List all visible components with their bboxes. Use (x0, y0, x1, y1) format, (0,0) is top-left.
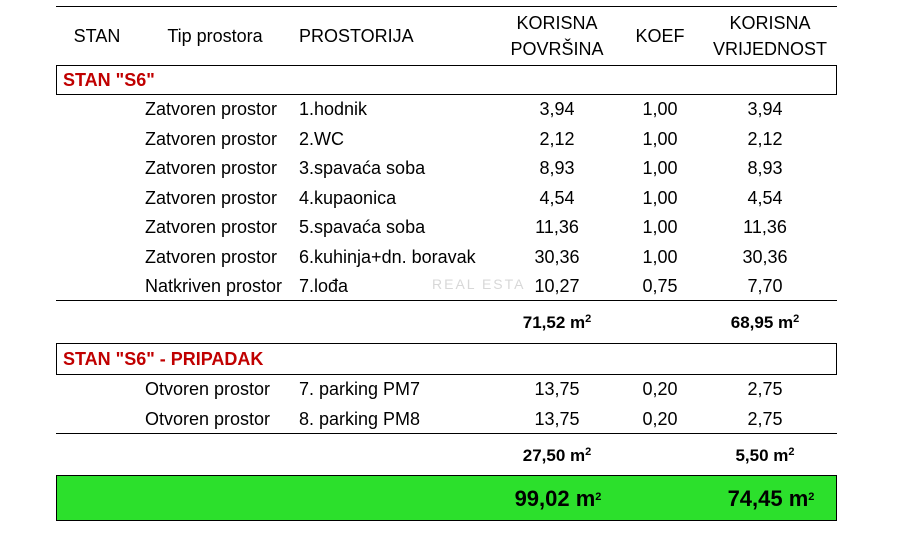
grand-total-area: 99,02 $m^2$ (514, 486, 602, 511)
section1-subtotal-area: 71,52 $m^2$ (522, 313, 592, 332)
cell-korisna-povrsina: 2,12 (539, 128, 575, 149)
cell-prostorija: 5.spavaća soba (299, 217, 426, 237)
header-korisna-vrijednost (705, 10, 835, 62)
cell-koef: 1,00 (642, 187, 678, 208)
header-tip-prostora: Tip prostora (167, 26, 263, 46)
cell-korisna-vrijednost: 4,54 (747, 187, 783, 208)
section1-subtotal-value: 68,95 $m^2$ (730, 313, 800, 332)
watermark: REAL ESTA (432, 276, 526, 292)
cell-prostorija: 2.WC (299, 128, 344, 149)
header-korisna-povrsina (497, 10, 617, 62)
header-prostorija: PROSTORIJA (299, 26, 414, 46)
cell-tip-prostora: Zatvoren prostor (145, 99, 278, 119)
cell-koef: 1,00 (642, 99, 678, 119)
cell-korisna-vrijednost: 2,12 (747, 128, 783, 149)
cell-korisna-povrsina: 13,75 (534, 379, 580, 399)
grand-total-value: 74,45 $m^2$ (727, 486, 815, 511)
section2-subtotal-value: 5,50 $m^2$ (735, 446, 795, 465)
cell-korisna-vrijednost: 2,75 (747, 379, 783, 399)
cell-tip-prostora: Zatvoren prostor (145, 246, 278, 267)
section-title-pripadak: STAN "S6" - PRIPADAK (56, 343, 837, 375)
cell-korisna-povrsina: 4,54 (539, 187, 575, 208)
grand-total-row (56, 475, 837, 521)
cell-koef: 0,20 (642, 379, 678, 399)
cell-korisna-povrsina: 8,93 (539, 158, 575, 178)
header-stan: STAN (73, 26, 121, 46)
cell-tip-prostora: Otvoren prostor (145, 379, 271, 399)
header-koef: KOEF (635, 26, 685, 46)
cell-tip-prostora: Otvoren prostor (145, 408, 271, 429)
cell-korisna-vrijednost: 8,93 (747, 158, 783, 178)
cell-prostorija: 8. parking PM8 (299, 408, 421, 429)
header-korisna-vrijednost-line2: VRIJEDNOST (712, 39, 827, 59)
cell-tip-prostora: Natkriven prostor (145, 276, 283, 296)
cell-korisna-vrijednost: 30,36 (742, 246, 788, 267)
cell-koef: 1,00 (642, 158, 678, 178)
cell-korisna-vrijednost: 7,70 (747, 276, 783, 296)
header-korisna-povrsina-line1: KORISNA (516, 13, 598, 33)
cell-korisna-povrsina: 11,36 (535, 217, 579, 237)
section2-rows-bottom-border (56, 433, 837, 434)
cell-prostorija: 3.spavaća soba (299, 158, 426, 178)
header-korisna-vrijednost-line1: KORISNA (729, 13, 811, 33)
cell-korisna-povrsina: 30,36 (534, 246, 580, 267)
section2-subtotal-area: 27,50 $m^2$ (522, 446, 592, 465)
cell-prostorija: 1.hodnik (299, 99, 368, 119)
cell-korisna-povrsina: 13,75 (534, 408, 580, 429)
header-korisna-povrsina-line2: POVRŠINA (510, 39, 604, 59)
cell-tip-prostora: Zatvoren prostor (145, 217, 278, 237)
cell-tip-prostora: Zatvoren prostor (145, 128, 278, 149)
cell-korisna-vrijednost: 11,36 (743, 217, 787, 237)
cell-korisna-povrsina: 3,94 (539, 99, 575, 119)
section-title-stan-s6: STAN "S6" (56, 65, 837, 95)
section1-rows-bottom-border (56, 300, 837, 301)
cell-korisna-vrijednost: 2,75 (747, 408, 783, 429)
cell-prostorija: 7. parking PM7 (299, 379, 421, 399)
cell-prostorija: 6.kuhinja+dn. boravak (299, 246, 476, 267)
cell-prostorija: 7.lođa (299, 276, 349, 296)
cell-tip-prostora: Zatvoren prostor (145, 187, 278, 208)
table-top-border (56, 6, 837, 7)
cell-koef: 0,75 (642, 276, 678, 296)
cell-prostorija: 4.kupaonica (299, 187, 397, 208)
cell-koef: 1,00 (642, 217, 678, 237)
cell-korisna-povrsina: 10,27 (534, 276, 580, 296)
cell-koef: 0,20 (642, 408, 678, 429)
cell-koef: 1,00 (642, 128, 678, 149)
cell-koef: 1,00 (642, 246, 678, 267)
cell-tip-prostora: Zatvoren prostor (145, 158, 278, 178)
cell-korisna-vrijednost: 3,94 (747, 99, 783, 119)
